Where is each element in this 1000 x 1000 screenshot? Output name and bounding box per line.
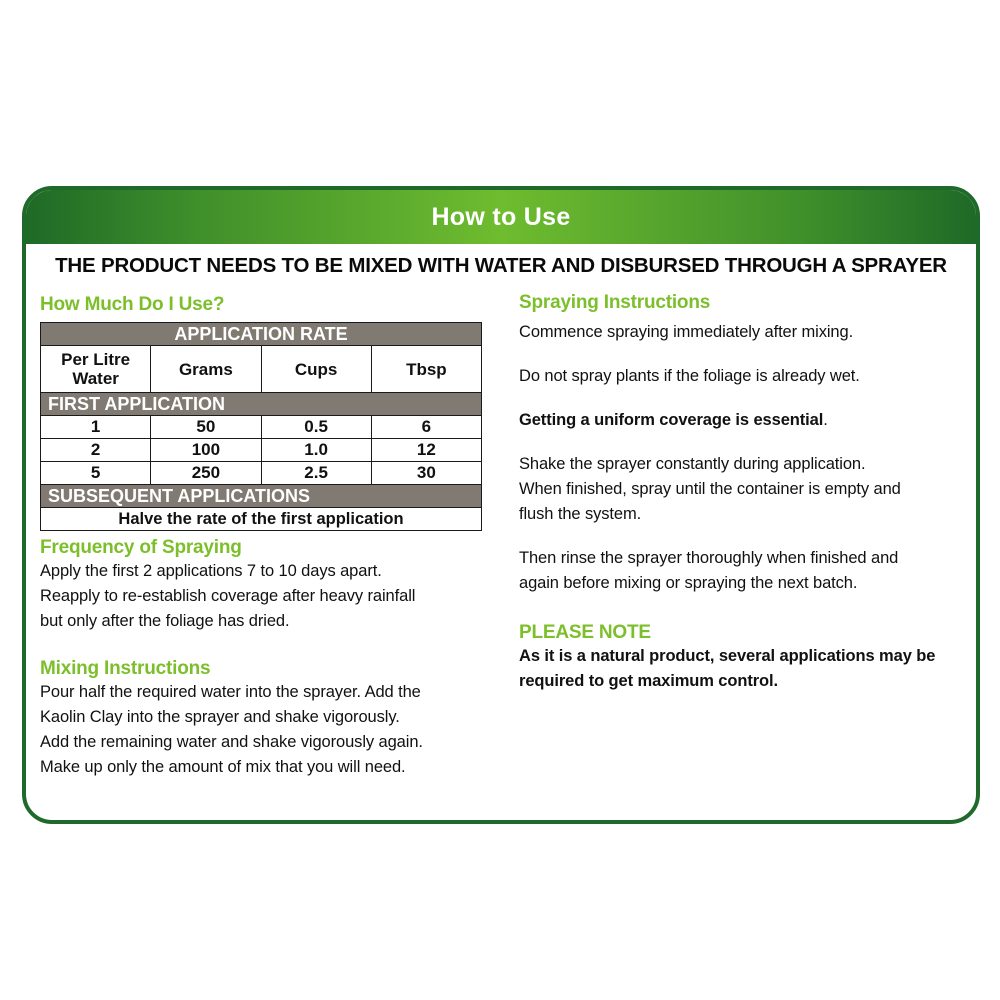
- card-title: How to Use: [431, 202, 571, 231]
- mixing-heading: Mixing Instructions: [40, 658, 211, 679]
- p5-line: Then rinse the sprayer thoroughly when finished and: [519, 549, 899, 567]
- table-row: [41, 439, 482, 462]
- how-much-heading: How Much Do I Use?: [40, 294, 225, 315]
- mixing-text: [40, 680, 486, 780]
- cell-tbsp: 30: [371, 462, 481, 485]
- application-rate-table: [40, 322, 482, 531]
- spraying-p4: [519, 452, 959, 527]
- col-header-tbsp: Tbsp: [371, 346, 481, 393]
- cell-cups: 1.0: [261, 439, 371, 462]
- p4-line: Shake the sprayer constantly during application.: [519, 455, 866, 473]
- spraying-p3: [519, 408, 959, 433]
- mixing-line: Kaolin Clay into the sprayer and shake vigorously.: [40, 708, 400, 726]
- frequency-line: Apply the first 2 applications 7 to 10 days apart.: [40, 562, 382, 580]
- table-row: [41, 416, 482, 439]
- table-row: [41, 462, 482, 485]
- subsequent-applications-band: SUBSEQUENT APPLICATIONS: [41, 485, 482, 508]
- p4-line: When finished, spray until the container is empty and: [519, 480, 901, 498]
- right-column: [519, 292, 959, 694]
- cell-grams: 100: [151, 439, 261, 462]
- card-header: [26, 190, 976, 244]
- spraying-p5: [519, 546, 959, 596]
- subsequent-note: Halve the rate of the first application: [41, 508, 482, 531]
- note-line: required to get maximum control.: [519, 672, 779, 690]
- please-note-text: [519, 644, 959, 694]
- col-header-grams: Grams: [151, 346, 261, 393]
- frequency-heading: Frequency of Spraying: [40, 537, 242, 558]
- mixing-line: Add the remaining water and shake vigorously again.: [40, 733, 423, 751]
- please-note-heading: PLEASE NOTE: [519, 622, 651, 643]
- first-application-band: FIRST APPLICATION: [41, 393, 482, 416]
- frequency-text: [40, 559, 486, 634]
- cell-cups: 0.5: [261, 416, 371, 439]
- spraying-p2: Do not spray plants if the foliage is already wet.: [519, 367, 860, 385]
- cell-litre: 1: [41, 416, 151, 439]
- table-title: APPLICATION RATE: [41, 323, 482, 346]
- how-to-use-card: [22, 186, 980, 824]
- headline: THE PRODUCT NEEDS TO BE MIXED WITH WATER AND DISBURSED THROUGH A SPRAYER: [55, 254, 947, 277]
- coverage-emphasis: Getting a uniform coverage is essential: [519, 411, 824, 429]
- col-header-per-litre: Per Litre Water: [41, 346, 151, 393]
- cell-tbsp: 6: [371, 416, 481, 439]
- cell-litre: 5: [41, 462, 151, 485]
- cell-tbsp: 12: [371, 439, 481, 462]
- frequency-line: but only after the foliage has dried.: [40, 612, 290, 630]
- p5-line: again before mixing or spraying the next batch.: [519, 574, 858, 592]
- cell-grams: 50: [151, 416, 261, 439]
- period: .: [823, 411, 828, 429]
- cell-litre: 2: [41, 439, 151, 462]
- mixing-line: Make up only the amount of mix that you will need.: [40, 758, 406, 776]
- note-line: As it is a natural product, several applications may be: [519, 647, 936, 665]
- cell-cups: 2.5: [261, 462, 371, 485]
- frequency-line: Reapply to re-establish coverage after heavy rainfall: [40, 587, 416, 605]
- left-column: [40, 294, 486, 780]
- p4-line: flush the system.: [519, 505, 642, 523]
- spraying-heading: Spraying Instructions: [519, 292, 711, 313]
- cell-grams: 250: [151, 462, 261, 485]
- mixing-line: Pour half the required water into the sprayer. Add the: [40, 683, 421, 701]
- spraying-p1: Commence spraying immediately after mixing.: [519, 323, 854, 341]
- col-header-cups: Cups: [261, 346, 371, 393]
